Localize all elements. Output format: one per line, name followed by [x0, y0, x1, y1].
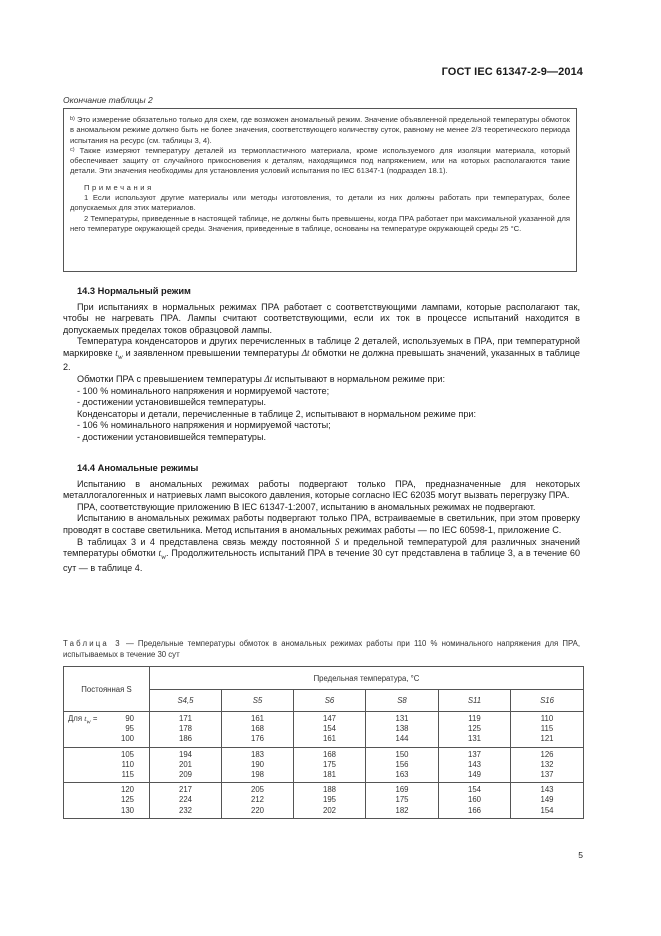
- cell-value: 137: [467, 749, 481, 759]
- cell-value: 131: [395, 714, 409, 723]
- cell-value: 168: [322, 749, 336, 759]
- column-header: S6: [294, 690, 366, 712]
- cell-value: 190: [250, 759, 264, 769]
- list-item: - 100 % номинального напряжения и нормируемой частоте;: [77, 385, 330, 396]
- cell-value: 125: [467, 724, 481, 734]
- cell-value: 156: [395, 759, 409, 769]
- section-14-3-para-2: Температура конденсаторов и других перечисленных в таблице 2 деталей, используемых в ПРА, при температурной маркировке $t_w$ и заявленном превышении температуры Δt обмотки не должна превышать значений, указанных в таблице 2.: [63, 336, 580, 373]
- tw-value: 130: [120, 805, 134, 815]
- column-header: S4,5: [150, 690, 222, 712]
- cell-value: 188: [322, 785, 336, 795]
- cell-value: 202: [322, 805, 336, 815]
- cell-value: 195: [322, 795, 336, 805]
- cell-value: 143: [540, 785, 554, 795]
- footnote-b-mark: b): [70, 116, 75, 122]
- row-stub: [64, 783, 150, 819]
- table-cell: [439, 712, 511, 748]
- cell-value: 194: [178, 749, 192, 759]
- table-row: [64, 712, 584, 748]
- cell-value: 205: [250, 785, 264, 795]
- table-cell: [222, 747, 294, 783]
- table-cell: [150, 747, 222, 783]
- cell-value: 220: [250, 805, 264, 815]
- tw-value: 120: [120, 785, 134, 795]
- cell-value: 171: [178, 714, 192, 723]
- cell-value: 161: [322, 734, 336, 744]
- cell-value: 178: [178, 724, 192, 734]
- tw-value: 115: [121, 770, 134, 780]
- table-3-label: Таблица 3: [63, 639, 122, 648]
- cell-value: 121: [540, 734, 554, 744]
- cell-value: 175: [395, 795, 409, 805]
- table-cell: [294, 783, 366, 819]
- cell-value: 154: [322, 724, 336, 734]
- list-item: - достижении установившейся температуры.: [77, 431, 267, 442]
- cell-value: 115: [540, 724, 554, 734]
- section-14-4-para-3: Испытанию в аномальных режимах работы подвергают только ПРА, встраиваемые в светильник, при этом проверку проводят в составе светильника. Метод испытания в аномальных режимах работы — по IEC 60598-1, приложение С.: [63, 513, 580, 535]
- tw-value: 105: [120, 749, 134, 759]
- cell-value: 217: [178, 785, 192, 795]
- cell-value: 198: [250, 770, 264, 780]
- list-item: - 106 % номинального напряжения и нормируемой частоты;: [77, 420, 331, 431]
- column-header: S5: [222, 690, 294, 712]
- cell-value: 110: [540, 714, 554, 723]
- cell-value: 154: [540, 805, 554, 815]
- cell-value: 126: [540, 749, 554, 759]
- footnote-c-mark: c): [70, 146, 75, 153]
- cell-value: 150: [395, 749, 409, 759]
- cell-value: 149: [467, 770, 481, 780]
- stub-header: Постоянная S: [64, 667, 150, 712]
- section-14-3-para-3: Обмотки ПРА с превышением температуры Δt испытывают в нормальном режиме при:: [77, 373, 446, 384]
- cell-value: 160: [467, 795, 481, 805]
- table-cell: [511, 783, 584, 819]
- row-label: [68, 750, 106, 781]
- column-header: S11: [439, 690, 511, 712]
- column-header: S16: [511, 690, 584, 712]
- table-3: [63, 666, 584, 819]
- table-cell: [222, 712, 294, 748]
- table-cell: [222, 783, 294, 819]
- section-14-4-para-1: Испытанию в аномальных режимах работы подвергают только ПРА, предназначенные для некоторых металлогалогенных и натриевых ламп высокого давления, которые согласно IEC 62035 могут вызвать перегрузку ПРА.: [63, 478, 580, 501]
- cell-value: 168: [250, 724, 264, 734]
- cell-value: 137: [540, 770, 554, 780]
- table-cell: [439, 747, 511, 783]
- cell-value: 144: [395, 734, 409, 744]
- note-2: 2 Температуры, приведенные в настоящей таблице, не должны быть превышены, когда ПРА работает при максимальной указанной для него температуре окружающей среды. Значения, приведенные в таблице, основаны на температуре окружающей среды 25 °С.: [70, 213, 570, 233]
- table-cell: [439, 783, 511, 819]
- table-cell: [294, 747, 366, 783]
- list-item: - достижении установившейся температуры.: [77, 397, 267, 408]
- section-14-3: [63, 286, 580, 444]
- footnote-b: [70, 115, 570, 146]
- cell-value: 209: [178, 770, 192, 780]
- section-14-3-heading: 14.3 Нормальный режим: [77, 286, 191, 296]
- footnote-b-text: Это измерение обязательно только для схем, где возможен аномальный режим. Значение объявленной предельной температуры обмоток в аномальном режиме должно быть не более значения, соответствующего количеству суток, равному не менее 2/3 теоретического периода испытания на ресурс (см. таблицы 3, 4).: [70, 115, 570, 145]
- row-stub: [64, 747, 150, 783]
- tw-value: 110: [121, 759, 134, 769]
- table-cell: [366, 712, 439, 748]
- cell-value: 186: [178, 734, 192, 744]
- section-14-4: [63, 463, 580, 574]
- cell-value: 147: [322, 714, 336, 723]
- footnote-c: [70, 146, 570, 177]
- cell-value: 138: [395, 724, 409, 734]
- cell-value: 201: [178, 759, 192, 769]
- group-header: Предельная температура, °С: [150, 667, 584, 690]
- cell-value: 169: [395, 785, 409, 795]
- table-cell: [511, 747, 584, 783]
- row-label: [68, 785, 106, 816]
- tw-value: 90: [125, 714, 134, 723]
- table-cell: [150, 712, 222, 748]
- table-cell: [150, 783, 222, 819]
- section-14-3-para-4: Конденсаторы и детали, перечисленные в таблице 2, испытывают в нормальном режиме при:: [77, 408, 476, 419]
- cell-value: 119: [468, 714, 481, 723]
- table-continuation-label: Окончание таблицы 2: [63, 95, 153, 105]
- cell-value: 232: [178, 805, 192, 815]
- table-cell: [511, 712, 584, 748]
- cell-value: 154: [467, 785, 481, 795]
- section-14-4-para-2: ПРА, соответствующие приложению В IEC 61347-1:2007, испытанию в аномальных режимах не подвергают.: [77, 501, 536, 512]
- table-cell: [366, 783, 439, 819]
- note-1: 1 Если используют другие материалы или методы изготовления, то детали из них должны работать при температурах, более допускаемых для этих материалов.: [70, 193, 570, 213]
- cell-value: 181: [322, 770, 336, 780]
- cell-value: 224: [178, 795, 192, 805]
- table-row: [64, 783, 584, 819]
- cell-value: 212: [250, 795, 264, 805]
- cell-value: 161: [250, 714, 264, 723]
- tw-value: 125: [120, 795, 134, 805]
- cell-value: 143: [467, 759, 481, 769]
- page-number: 5: [578, 850, 583, 860]
- cell-value: 175: [322, 759, 336, 769]
- cell-value: 166: [467, 805, 481, 815]
- notes-title: Примечания: [84, 182, 154, 192]
- table-cell: [294, 712, 366, 748]
- document-code: ГОСТ IEC 61347-2-9—2014: [441, 66, 583, 78]
- section-14-4-heading: 14.4 Аномальные режимы: [77, 463, 199, 473]
- row-stub: [64, 712, 150, 748]
- cell-value: 163: [395, 770, 409, 780]
- footnote-c-text: Также измеряют температуру деталей из термопластичного материала, кроме используемого для изоляции материала, который обеспечивает защиту от случайного прикосновения к деталям, находящимся под напряжением, или на которых располагаются такие детали. Эти значения необходимы для установления условий испытания по IEC 61347-1 (подраздел 18.1).: [70, 145, 570, 176]
- row-label: Для $t_w$ =: [68, 714, 98, 726]
- table-cell: [366, 747, 439, 783]
- table-3-caption: [63, 639, 580, 660]
- section-14-4-para-4: В таблицах 3 и 4 представлена связь между постоянной S и предельной температурой для различных значений температуры обмотки $t_w$. Продолжительность испытаний ПРА в течение 30 сут представлена в таблице 3, а в течение 60 сут — в таблице 4.: [63, 536, 580, 573]
- tw-value: 95: [125, 724, 134, 734]
- cell-value: 176: [250, 734, 264, 744]
- table-2-footnotes: [63, 108, 577, 272]
- cell-value: 182: [395, 805, 409, 815]
- column-header: S8: [366, 690, 439, 712]
- table-3-caption-text: — Предельные температуры обмоток в аномальных режимах работы при 110 % номинального напряжения для ПРА, испытываемых в течение 30 сут: [63, 639, 580, 659]
- table-row: [64, 747, 584, 783]
- tw-value: 100: [120, 734, 134, 744]
- cell-value: 132: [540, 759, 554, 769]
- cell-value: 131: [467, 734, 481, 744]
- section-14-3-para-1: При испытаниях в нормальных режимах ПРА работает с соответствующими лампами, которые располагают так, чтобы не нагревать ПРА. Лампы считают соответствующими, если их ток в процессе испытаний находится в допускаемых пределах токов образцовой лампы.: [63, 301, 580, 335]
- cell-value: 149: [540, 795, 554, 805]
- cell-value: 183: [250, 749, 264, 759]
